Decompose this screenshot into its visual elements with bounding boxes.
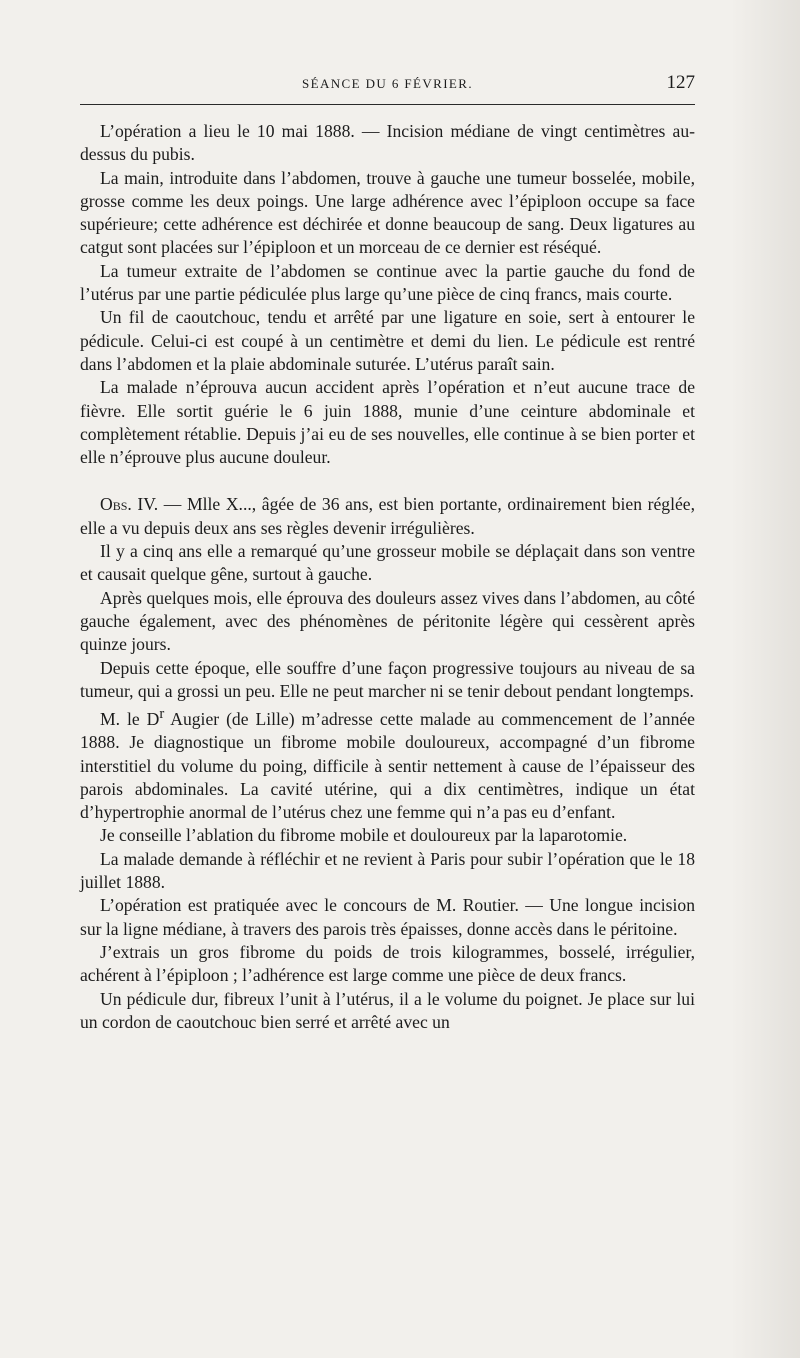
paragraph: La main, introduite dans l’abdomen, trouve à gauche une tumeur bosselée, mobile, grosse comme les deux poings. Une large adhérence avec l’épiploon occupe sa face supérieure; cette adhérence est déchirée et donne beaucoup de sang. Deux ligatures au catgut sont placées sur l’épiploon et un morceau de ce dernier est réséqué. <box>80 167 695 258</box>
body-text <box>80 120 695 1034</box>
page-header <box>80 72 695 102</box>
paragraph: Depuis cette époque, elle souffre d’une façon progressive toujours au niveau de sa tumeur, qui a grossi un peu. Elle ne peut marcher ni se tenir debout pendant longtemps. <box>80 657 695 701</box>
header-rule <box>80 104 695 105</box>
paragraph: Un fil de caoutchouc, tendu et arrêté par une ligature en soie, sert à entourer le pédicule. Celui-ci est coupé à un centimètre et demi du lien. Le pédicule est rentré dans l’abdomen et la plaie abdominale suturée. L’utérus paraît sain. <box>80 307 695 374</box>
paragraph: J’extrais un gros fibrome du poids de trois kilogrammes, bosselé, irrégulier, achérent à l’épiploon ; l’adhérence est large comme une pièce de deux francs. <box>80 941 695 986</box>
paragraph: Après quelques mois, elle éprouva des douleurs assez vives dans l’abdomen, au côté gauche également, avec des phénomènes de péritonite légère qui cessèrent après quinze jours. <box>80 587 695 655</box>
observation-label: Obs. IV. <box>100 494 159 515</box>
paragraph: La malade demande à réfléchir et ne revient à Paris pour subir l’opération que le 18 juillet 1888. <box>80 848 695 893</box>
paragraph: Je conseille l’ablation du fibrome mobile et douloureux par la laparotomie. <box>100 825 628 846</box>
augier-before: M. le D <box>100 708 160 729</box>
page-edge-shadow <box>730 0 800 1358</box>
paragraph: Un pédicule dur, fibreux l’unit à l’utérus, il a le volume du poignet. Je place sur lui un cordon de caoutchouc bien serré et arrêté avec un <box>80 988 695 1032</box>
paragraph: La malade n’éprouva aucun accident après l’opération et n’eut aucune trace de fièvre. Elle sortit guérie le 6 juin 1888, munie d’une ceinture abdominale et complètement rétablie. Depuis j’ai eu de ses nouvelles, elle continue à se bien porter et elle n’éprouve plus aucune douleur. <box>80 377 695 468</box>
running-title: SÉANCE DU 6 FÉVRIER. <box>301 76 473 91</box>
observation-text: — Mlle X..., âgée de 36 ans, est bien portante, ordinairement bien réglée, elle a vu depuis deux ans ses règles devenir irrégulières. <box>80 494 696 538</box>
augier-sup: r <box>159 706 165 723</box>
observation-paragraph <box>80 493 695 540</box>
paragraph: L’opération a lieu le 10 mai 1888. — Incision médiane de vingt centimètres au-dessus du pubis. <box>80 121 695 165</box>
paragraph: L’opération est pratiquée avec le concours de M. Routier. — Une longue incision sur la ligne médiane, à travers des parois très épaisses, donne accès dans le péritoine. <box>80 895 695 939</box>
augier-after: Augier (de Lille) m’adresse cette malade au commencement de l’année 1888. Je diagnostique un fibrome mobile douloureux, accompagné d’un fibrome interstitiel du volume du poing, difficile à sentir nettement à cause de l’épaisseur des parois abdominales. La cavité utérine, qui a dix centimètres, indique un état d’hypertrophie anormal de l’utérus chez une femme qui n’a pas eu d’enfant. <box>80 708 695 823</box>
paragraph: Il y a cinq ans elle a remarqué qu’une grosseur mobile se déplaçait dans son ventre et causait quelque gêne, surtout à gauche. <box>80 541 695 585</box>
page-number: 127 <box>666 72 695 93</box>
paragraph: La tumeur extraite de l’abdomen se continue avec la partie gauche du fond de l’utérus par une partie pédiculée plus large qu’une pièce de cinq francs, mais courte. <box>80 260 695 305</box>
paragraph-augier <box>80 703 695 824</box>
